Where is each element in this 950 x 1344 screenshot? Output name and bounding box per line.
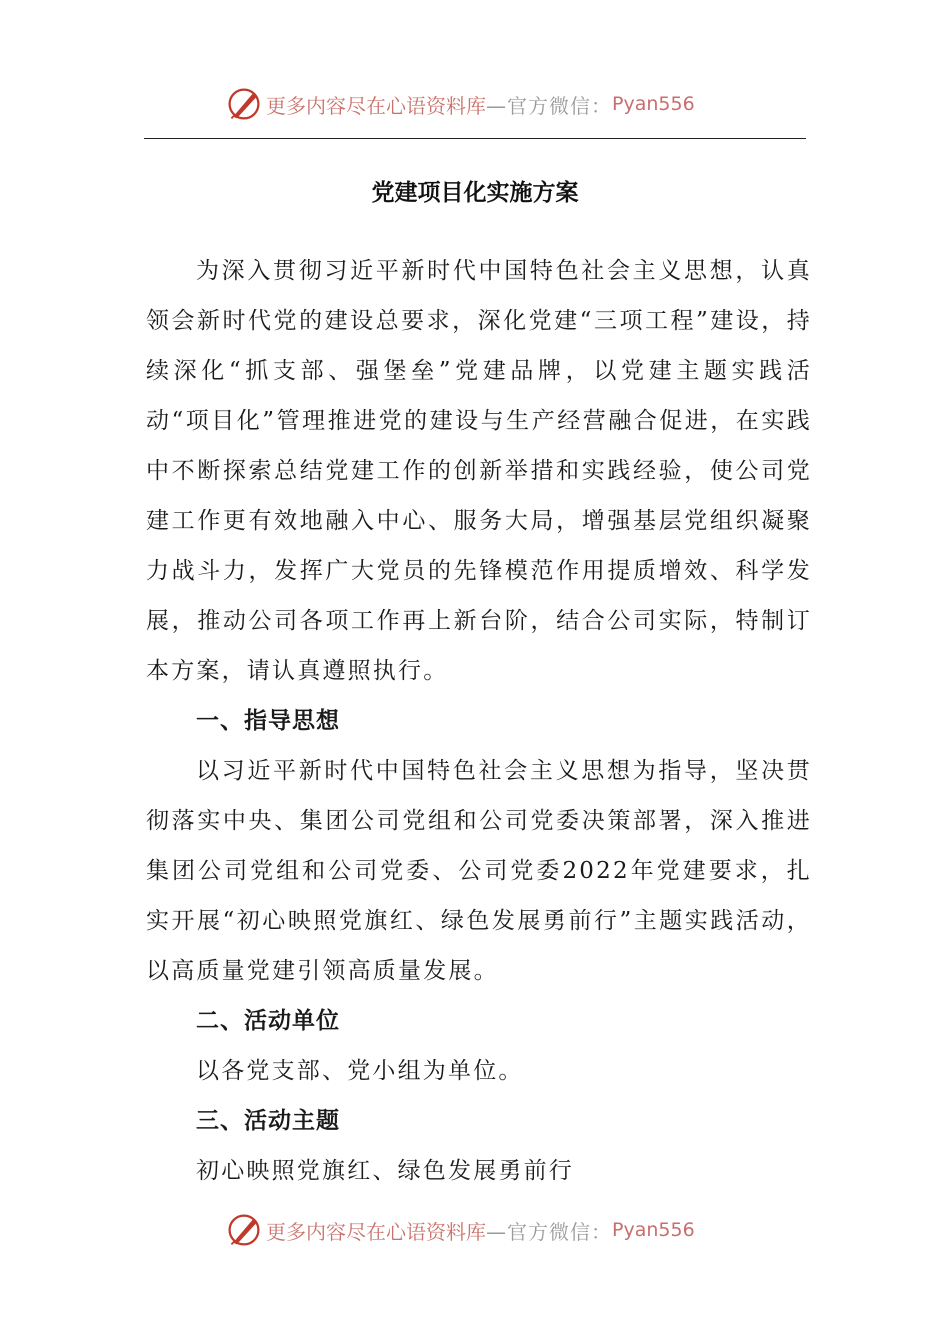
section-heading: 三、活动主题 (196, 1108, 340, 1134)
document-body (146, 246, 812, 1196)
section-heading: 一、指导思想 (196, 708, 340, 734)
watermark-footer (226, 1210, 695, 1250)
watermark-text: 更多内容尽在心语资料库 (266, 93, 486, 118)
header-divider (144, 138, 806, 139)
section-paragraph: 以各党支部、党小组为单位。 (196, 1058, 524, 1084)
watermark-wechat-id: Pyan556 (612, 93, 695, 115)
watermark-wechat-id: Pyan556 (612, 1219, 695, 1241)
quill-logo-icon (226, 86, 262, 122)
section-paragraph: 以习近平新时代中国特色社会主义思想为指导，坚决贯彻落实中央、集团公司党组和公司党委决策部署，深入推进集团公司党组和公司党委、公司党委2022年党建要求，扎实开展“初心映照党旗红、绿色发展勇前行”主题实践活动，以高质量党建引领高质量发展。 (146, 758, 812, 984)
section-heading: 二、活动单位 (196, 1008, 340, 1034)
document-title: 党建项目化实施方案 (371, 179, 579, 206)
quill-logo-icon (226, 1212, 262, 1248)
watermark-text: 更多内容尽在心语资料库 (266, 1219, 486, 1244)
watermark-header (226, 84, 695, 124)
watermark-separator: —官方微信： (486, 1219, 612, 1244)
section-paragraph: 初心映照党旗红、绿色发展勇前行 (196, 1158, 574, 1184)
watermark-separator: —官方微信： (486, 93, 612, 118)
intro-paragraph: 为深入贯彻习近平新时代中国特色社会主义思想，认真领会新时代党的建设总要求，深化党建“三项工程”建设，持续深化“抓支部、强堡垒”党建品牌，以党建主题实践活动“项目化”管理推进党的建设与生产经营融合促进，在实践中不断探索总结党建工作的创新举措和实践经验，使公司党建工作更有效地融入中心、服务大局，增强基层党组织凝聚力战斗力，发挥广大党员的先锋模范作用提质增效、科学发展，推动公司各项工作再上新台阶，结合公司实际，特制订本方案，请认真遵照执行。 (146, 258, 812, 684)
